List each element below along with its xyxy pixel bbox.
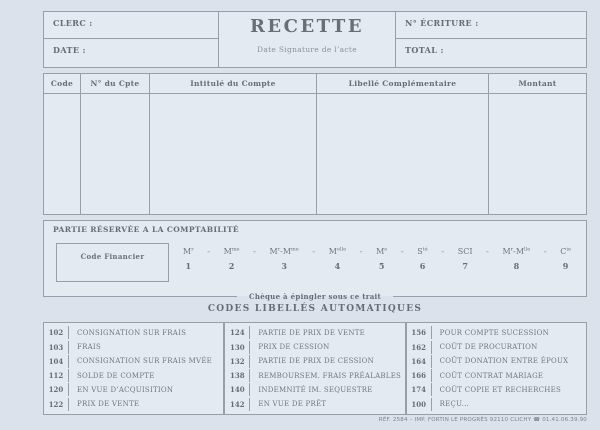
civility-row <box>183 247 571 271</box>
total-field <box>396 39 586 67</box>
code-number: 120 <box>44 383 69 396</box>
code-row <box>225 341 404 354</box>
code-number: 102 <box>44 326 69 339</box>
civility-option-number: 1 <box>185 261 192 271</box>
code-number: 156 <box>407 326 432 339</box>
entries-table <box>43 73 587 215</box>
codes-table <box>43 322 587 415</box>
body-cell-libelle <box>317 94 489 214</box>
code-label: CONSIGNATION SUR FRAIS <box>77 328 187 337</box>
code-label: PRIX DE VENTE <box>77 400 140 409</box>
code-label: EN VUE DE PRÊT <box>258 400 327 409</box>
code-label: SOLDE DE COMPTE <box>77 371 155 380</box>
civility-option-number: 6 <box>419 261 426 271</box>
body-cell-code <box>44 94 81 214</box>
civility-option-label: $M^{elle}$ <box>328 246 347 256</box>
civility-option-label: $C^{ie}$ <box>560 246 571 256</box>
civility-option <box>329 247 346 271</box>
clerc-label: CLERC : <box>53 18 93 28</box>
trait-line-left <box>43 296 237 297</box>
numero-ecriture-label: N° ÉCRITURE : <box>405 18 479 28</box>
code-label: EN VUE D’ACQUISITION <box>77 385 174 394</box>
code-label: COÛT DE PROCURATION <box>439 343 538 352</box>
civility-option <box>183 247 194 271</box>
civility-option <box>270 247 299 271</box>
civility-separator: - <box>253 247 256 256</box>
civility-option-label: $M^r-M^{me}$ <box>269 246 299 256</box>
codes-group <box>43 322 224 415</box>
code-row <box>44 369 223 382</box>
code-number: 122 <box>44 398 69 411</box>
civility-separator: - <box>400 247 404 256</box>
code-row <box>407 326 586 339</box>
civility-option-label: $M^r$ <box>183 246 194 256</box>
civility-option <box>503 247 531 271</box>
code-row <box>407 398 586 411</box>
civility-option-number: 5 <box>378 261 385 271</box>
code-label: PARTIE DE PRIX DE VENTE <box>258 328 366 337</box>
form-header-box <box>43 11 587 68</box>
date-label: DATE : <box>53 45 86 55</box>
code-row <box>225 398 404 411</box>
civility-option-number: 9 <box>562 261 569 271</box>
civility-option <box>224 247 240 271</box>
civility-option-number: 7 <box>462 261 468 271</box>
code-label: COÛT CONTRAT MARIAGE <box>439 371 544 380</box>
civility-option <box>560 247 571 271</box>
code-number: 138 <box>225 369 250 382</box>
civility-separator: - <box>207 247 210 256</box>
civility-option-label: Me <box>376 246 388 256</box>
body-cell-intitule <box>150 94 317 214</box>
code-label: REMBOURSEM. FRAIS PRÉALABLES <box>258 371 402 380</box>
column-header-numero-compte: N° du Cpte <box>81 74 150 94</box>
code-number: 132 <box>225 355 250 368</box>
code-row <box>225 326 404 339</box>
comptabilite-section-label: PARTIE RÉSERVÉE A LA COMPTABILITÉ <box>53 225 240 234</box>
signature-date-label: Date Signature de l’acte <box>257 45 357 54</box>
printer-reference-line: RÉF. 2584 – IMP. FORTIN LE PROGRÈS 92110 CLICHY ☎ 01.41.06.39.90 <box>378 417 587 423</box>
civility-option-label: SCI <box>457 247 473 256</box>
civility-option-label: $S^{té}$ <box>417 246 428 256</box>
code-number: 174 <box>407 383 432 396</box>
code-number: 124 <box>225 326 250 339</box>
column-header-code: Code <box>44 74 81 94</box>
civility-option-label: $M^{me}$ <box>223 246 240 256</box>
code-row <box>225 355 404 368</box>
body-cell-montant <box>489 94 586 214</box>
code-label: POUR COMPTE SUCESSION <box>439 328 549 337</box>
code-number: 142 <box>225 398 250 411</box>
civility-separator: - <box>441 247 445 256</box>
clerc-field <box>44 12 219 39</box>
code-number: 112 <box>44 369 69 382</box>
civility-option-number: 2 <box>228 261 235 271</box>
civility-option-number: 3 <box>281 261 287 271</box>
code-row <box>44 326 223 339</box>
total-label: TOTAL : <box>405 45 444 55</box>
code-row <box>407 369 586 382</box>
code-row <box>44 383 223 396</box>
code-row <box>44 341 223 354</box>
civility-separator: - <box>312 247 316 256</box>
code-label: COÛT COPIE ET RECHERCHES <box>439 385 562 394</box>
cheque-trait-label: Chèque à épingler sous ce trait <box>248 291 382 301</box>
code-label: PARTIE DE PRIX DE CESSION <box>258 357 375 366</box>
code-row <box>225 383 404 396</box>
code-number: 140 <box>225 383 250 396</box>
civility-option-number: 4 <box>334 261 341 271</box>
code-number: 162 <box>407 341 432 354</box>
codes-group <box>224 322 405 415</box>
code-number: 164 <box>407 355 432 368</box>
code-row <box>225 369 404 382</box>
codes-section-title: CODES LIBELLÉS AUTOMATIQUES <box>207 304 423 314</box>
civility-separator: - <box>486 247 489 256</box>
code-label: CONSIGNATION SUR FRAIS MVÉE <box>77 357 213 366</box>
body-cell-numero-compte <box>81 94 150 214</box>
form-title: RECETTE <box>249 16 365 37</box>
codes-group <box>406 322 587 415</box>
column-header-montant: Montant <box>489 74 586 94</box>
civility-option <box>376 247 387 271</box>
code-row <box>44 355 223 368</box>
code-row <box>407 341 586 354</box>
code-row <box>407 355 586 368</box>
trait-line-right <box>393 296 587 297</box>
title-cell <box>219 12 396 67</box>
code-label: REÇU... <box>439 400 470 409</box>
code-label: INDEMNITÉ IM. SEQUESTRE <box>258 385 373 394</box>
code-financier-box <box>56 243 169 282</box>
civility-option-number: 8 <box>513 261 520 271</box>
code-number: 103 <box>44 341 69 354</box>
code-label: COÛT DONATION ENTRE ÉPOUX <box>439 357 569 366</box>
code-number: 104 <box>44 355 69 368</box>
code-number: 166 <box>407 369 432 382</box>
code-label: PRIX DE CESSION <box>258 343 330 352</box>
civility-separator: - <box>543 247 547 256</box>
code-label: FRAIS <box>77 343 101 352</box>
column-header-intitule: Intitulé du Compte <box>150 74 317 94</box>
comptabilite-section <box>43 220 587 296</box>
code-row <box>44 398 223 411</box>
civility-option <box>458 247 473 271</box>
code-number: 100 <box>407 398 432 411</box>
civility-option-label: $M^r-M^{lle}$ <box>502 246 531 256</box>
code-row <box>407 383 586 396</box>
code-financier-label: Code Financier <box>80 252 145 261</box>
date-field <box>44 39 219 67</box>
code-number: 130 <box>225 341 250 354</box>
numero-ecriture-field <box>396 12 586 39</box>
column-header-libelle: Libellé Complémentaire <box>317 74 489 94</box>
cheque-trait-row <box>43 291 587 301</box>
civility-option <box>417 247 427 271</box>
civility-separator: - <box>359 247 363 256</box>
